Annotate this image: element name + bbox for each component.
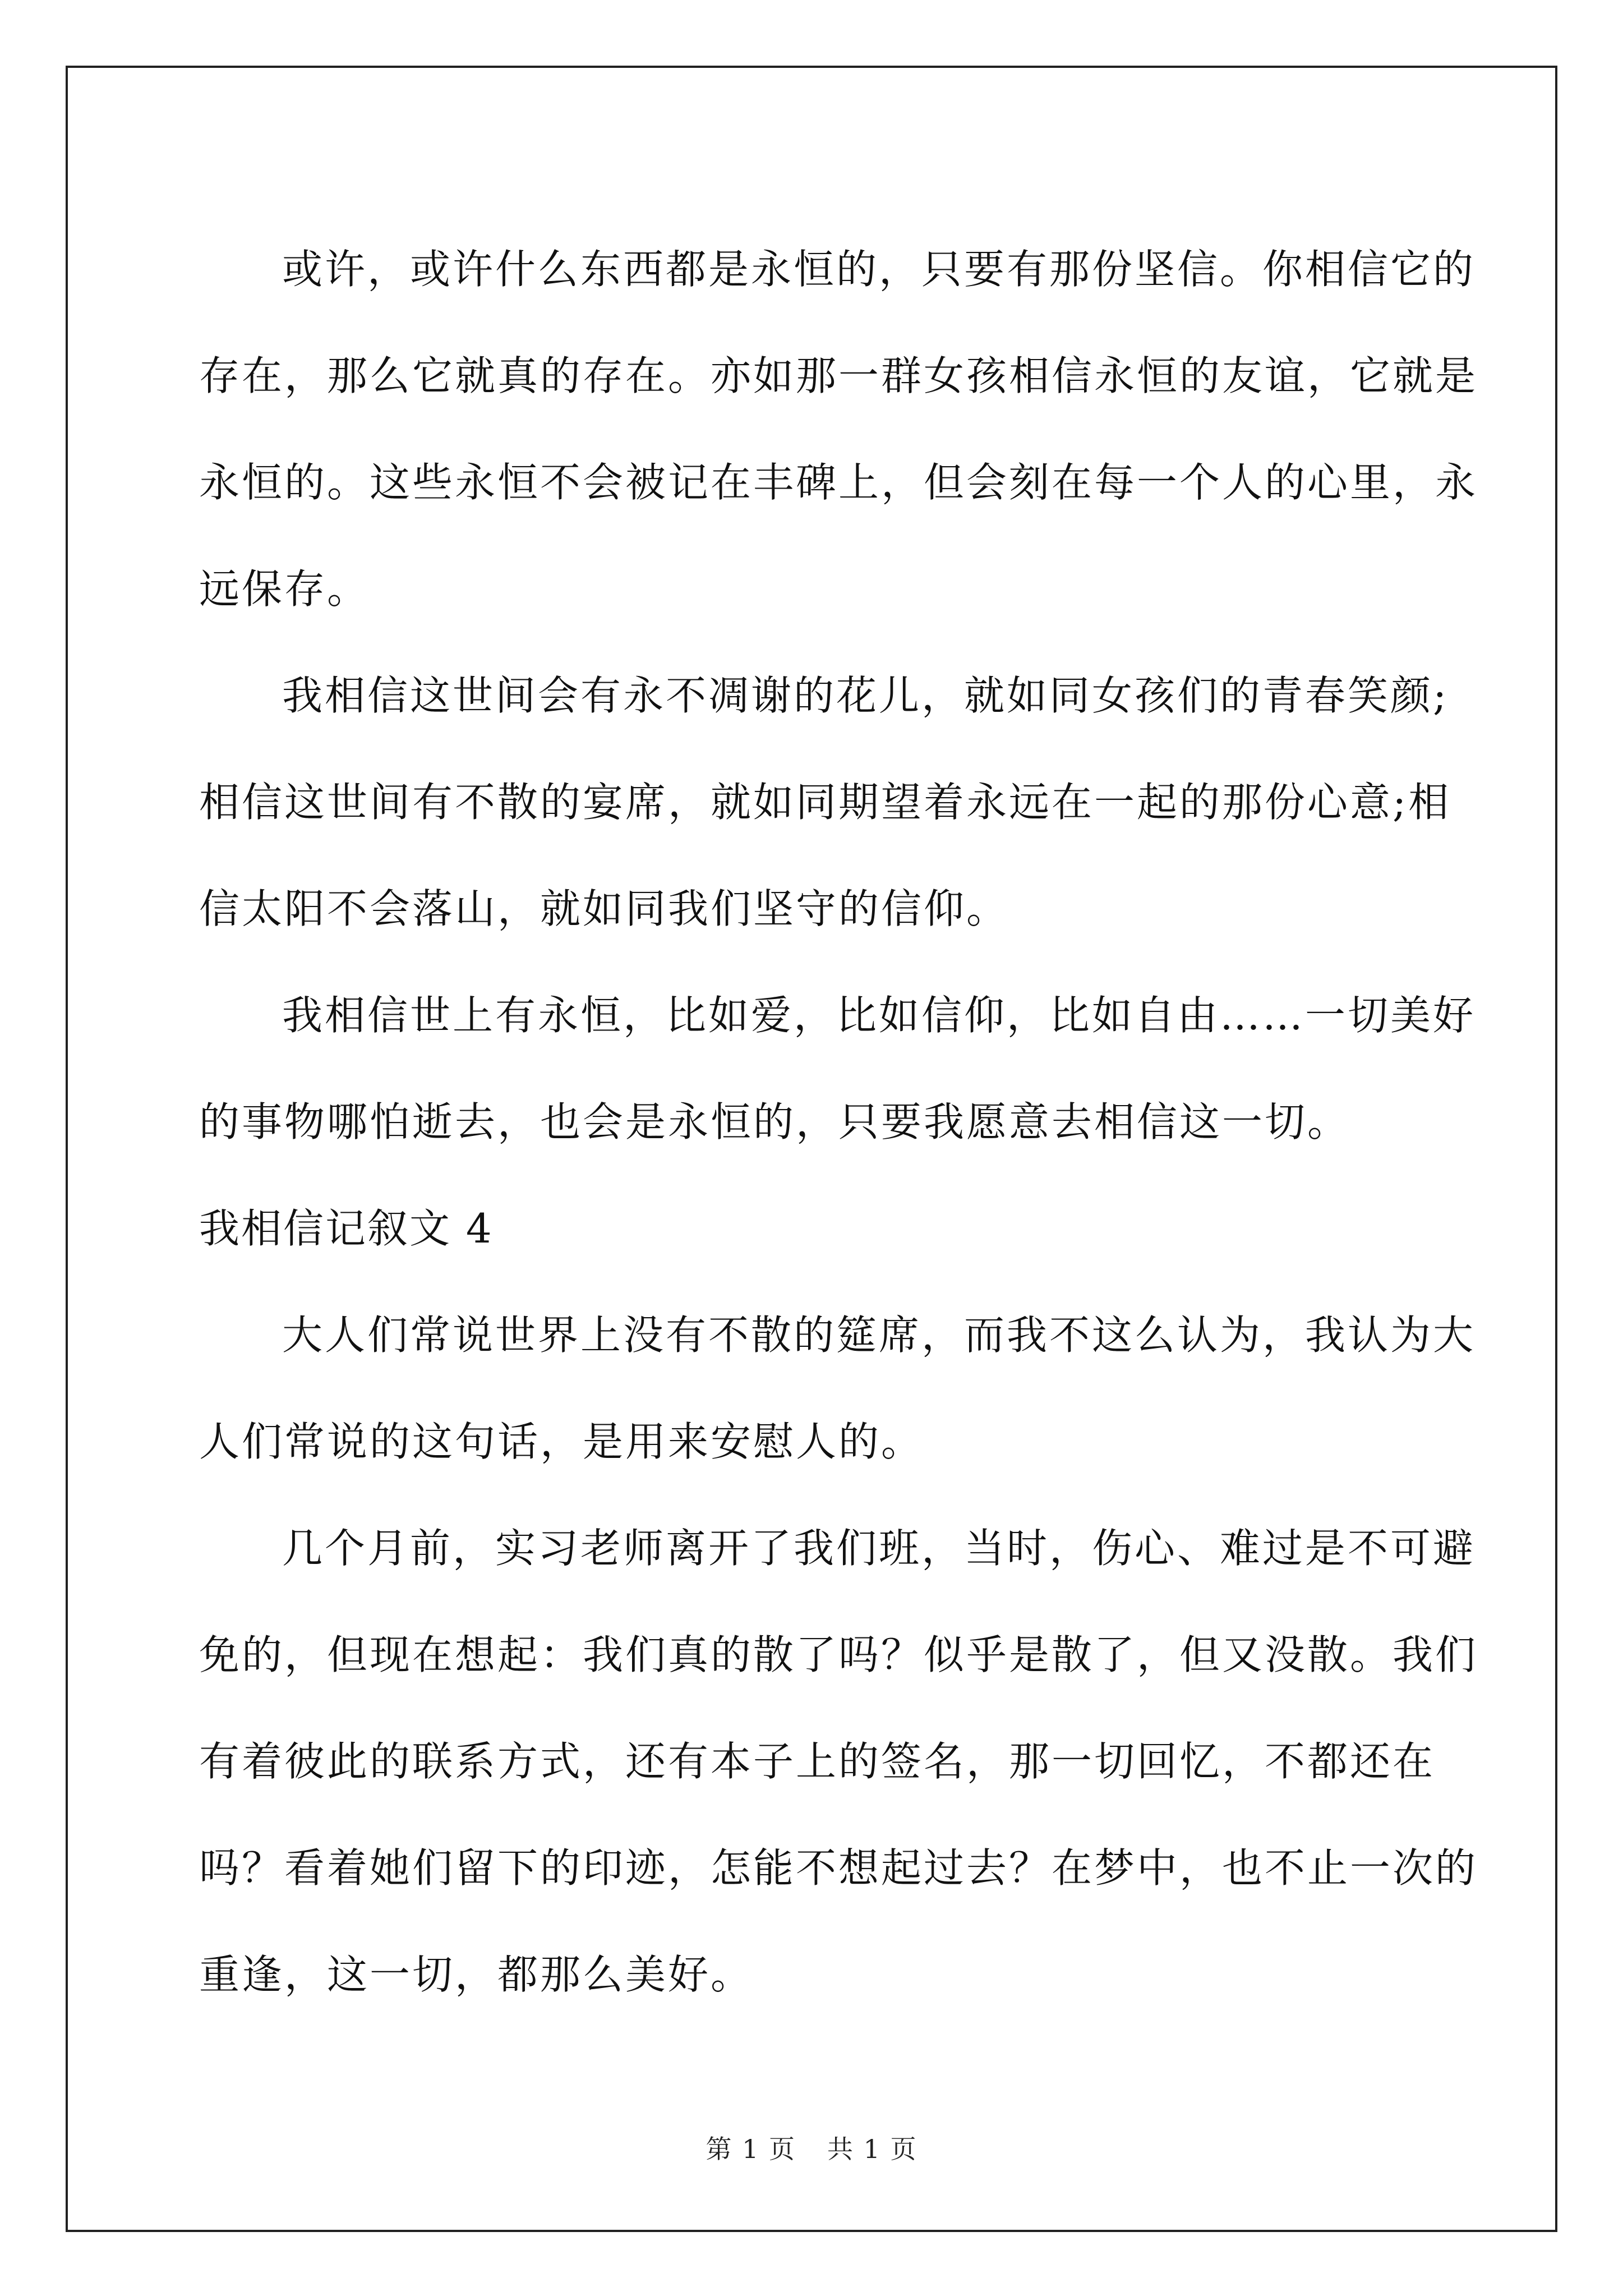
page-number-current: 第 1 页 <box>706 2134 796 2164</box>
page-footer <box>0 2129 1623 2166</box>
section-heading: 我相信记叙文 4 <box>199 1205 494 1252</box>
page-number-total: 共 1 页 <box>827 2134 917 2164</box>
paragraph-2: 我相信这世间会有永不凋谢的花儿，就如同女孩们的青春笑颜;相信这世间有不散的宴席，就如同期望着永远在一起的那份心意;相信太阳不会落山，就如同我们坚守的信仰。 <box>199 672 1451 932</box>
paragraph-1: 或许，或许什么东西都是永恒的，只要有那份坚信。你相信它的存在，那么它就真的存在。亦如那一群女孩相信永恒的友谊，它就是永恒的。这些永恒不会被记在丰碑上，但会刻在每一个人的心里，永远保存。 <box>199 246 1478 613</box>
paragraph-5: 几个月前，实习老师离开了我们班，当时，伤心、难过是不可避免的，但现在想起：我们真的散了吗？似乎是散了，但又没散。我们有着彼此的联系方式，还有本子上的签名，那一切回忆，不都还在吗？看着她们留下的印迹，怎能不想起过去？在梦中，也不止一次的重逢，这一切，都那么美好。 <box>199 1525 1478 1998</box>
paragraph-3: 我相信世上有永恒，比如爱，比如信仰，比如自由……一切美好的事物哪怕逝去，也会是永恒的，只要我愿意去相信这一切。 <box>199 992 1476 1145</box>
paragraph-4: 大人们常说世界上没有不散的筵席，而我不这么认为，我认为大人们常说的这句话，是用来安慰人的。 <box>199 1312 1476 1465</box>
document-body <box>199 216 1478 2028</box>
